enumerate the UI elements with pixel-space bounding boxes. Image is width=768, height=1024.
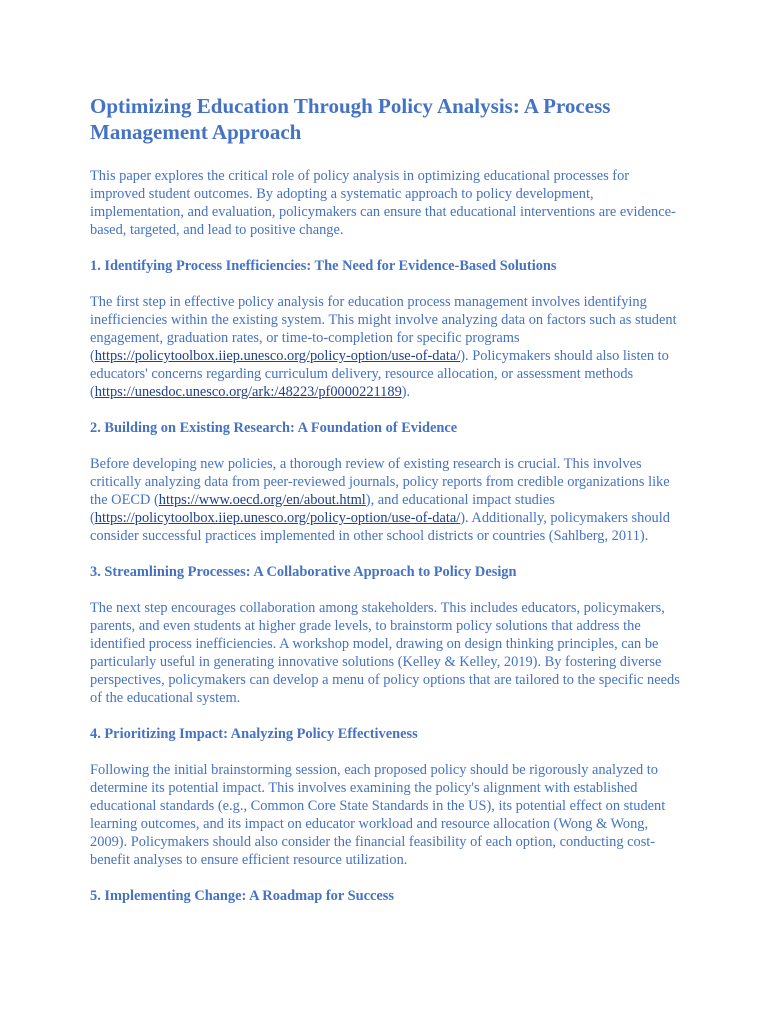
section-5-heading: 5. Implementing Change: A Roadmap for Success xyxy=(90,888,394,904)
section-3-heading: 3. Streamlining Processes: A Collaborative Approach to Policy Design xyxy=(90,564,517,580)
section-2-heading: 2. Building on Existing Research: A Foundation of Evidence xyxy=(90,420,458,436)
section-1-text-c: ). xyxy=(401,384,411,400)
section-1-paragraph xyxy=(90,293,682,401)
document-page xyxy=(90,93,682,923)
section-2-link-use-of-data[interactable]: https://policytoolbox.iiep.unesco.org/policy-option/use-of-data/ xyxy=(94,510,461,526)
section-1-text-b: ). Policymakers should also listen to educators' concerns regarding curriculum delivery, resource allocation, or assessment methods ( xyxy=(90,348,669,400)
section-1-text-a: The first step in effective policy analysis for education process management involves identifying inefficiencies within the existing system. This might involve analyzing data on factors such as student engagement, graduation rates, or time-to-completion for specific programs ( xyxy=(90,294,677,364)
section-2-text-a: Before developing new policies, a thorough review of existing research is crucial. This involves critically analyzing data from peer-reviewed journals, policy reports from credible organizations like the OECD ( xyxy=(90,456,670,508)
section-2-paragraph xyxy=(90,455,682,545)
document-title: Optimizing Education Through Policy Analysis: A Process Management Approach xyxy=(90,94,611,144)
section-1-heading: 1. Identifying Process Inefficiencies: The Need for Evidence-Based Solutions xyxy=(90,258,557,274)
section-1-link-unesdoc[interactable]: https://unesdoc.unesco.org/ark:/48223/pf0000221189 xyxy=(94,384,402,400)
section-1-link-use-of-data[interactable]: https://policytoolbox.iiep.unesco.org/policy-option/use-of-data/ xyxy=(94,348,461,364)
section-4-heading: 4. Prioritizing Impact: Analyzing Policy Effectiveness xyxy=(90,726,418,742)
section-4-paragraph: Following the initial brainstorming session, each proposed policy should be rigorously analyzed to determine its potential impact. This involves examining the policy's alignment with established educational standards (e.g., Common Core State Standards in the US), its potential effect on student learning outcomes, and its impact on educator workload and resource allocation (Wong & Wong, 2009). Policymakers should also consider the financial feasibility of each option, conducting cost-benefit analyses to ensure efficient resource utilization. xyxy=(90,762,666,868)
intro-paragraph: This paper explores the critical role of policy analysis in optimizing educational processes for improved student outcomes. By adopting a systematic approach to policy development, implementation, and evaluation, policymakers can ensure that educational interventions are evidence-based, targeted, and lead to positive change. xyxy=(90,168,676,238)
section-2-link-oecd[interactable]: https://www.oecd.org/en/about.html xyxy=(158,492,366,508)
section-3-paragraph: The next step encourages collaboration among stakeholders. This includes educators, policymakers, parents, and even students at higher grade levels, to brainstorm policy solutions that address the identified process inefficiencies. A workshop model, drawing on design thinking principles, can be particularly useful in generating innovative solutions (Kelley & Kelley, 2019). By fostering diverse perspectives, policymakers can develop a menu of policy options that are tailored to the specific needs of the educational system. xyxy=(90,600,680,706)
section-2-text-c: ). Additionally, policymakers should consider successful practices implemented in other school districts or countries (Sahlberg, 2011). xyxy=(90,510,670,544)
section-2-text-b: ), and educational impact studies ( xyxy=(90,492,555,526)
